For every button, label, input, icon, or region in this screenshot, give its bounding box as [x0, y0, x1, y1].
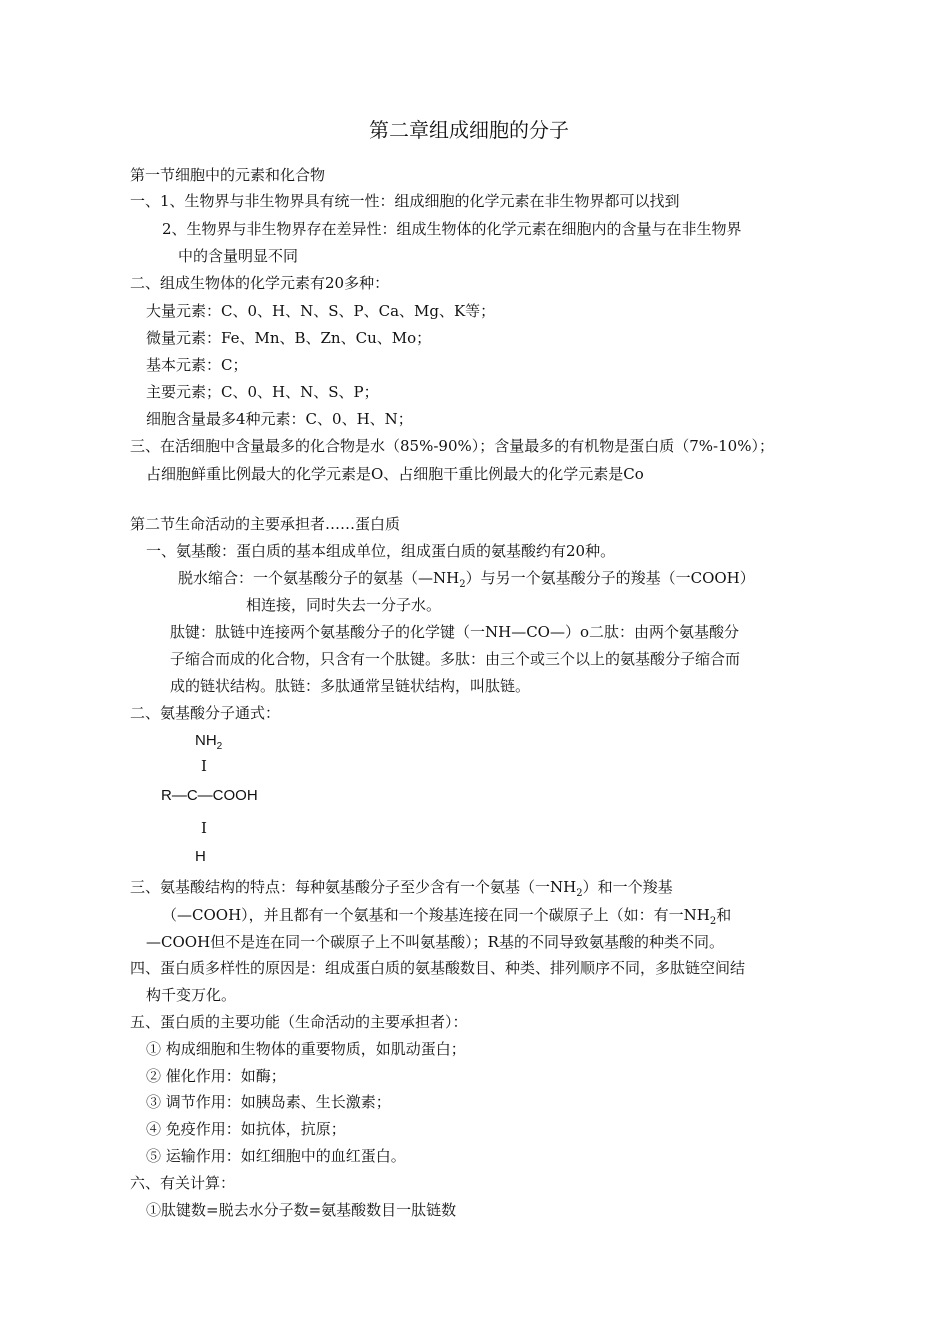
formula-subscript-2: 2: [216, 741, 223, 752]
function-item: ① 构成细胞和生物体的重要物质，如肌动蛋白；: [146, 1040, 466, 1058]
function-item: ③ 调节作用：如胰岛素、生长激素；: [146, 1093, 391, 1111]
features-text-b: ）和一个羧基: [582, 878, 673, 896]
page-title: 第二章组成细胞的分子: [369, 118, 569, 142]
section-1-heading: 第一节细胞中的元素和化合物: [130, 166, 326, 184]
calculation-item: ①肽键数=脱去水分子数=氨基酸数目一肽链数: [146, 1201, 457, 1219]
paragraph-1-2: 2、生物界与非生物界存在差异性：组成生物体的化学元素在细胞内的含量与在非生物界: [162, 220, 742, 238]
major-elements: 大量元素：C、0、H、N、S、P、Ca、Mg、K等；: [146, 302, 496, 320]
peptide-line-1: 肽键：肽链中连接两个氨基酸分子的化学键（一NH—CO—）o二肽：由两个氨基酸分: [170, 623, 740, 641]
dehydration-text-b: ）与另一个氨基酸分子的羧基（一COOH）: [465, 569, 755, 587]
subscript-2: 2: [709, 916, 717, 927]
main-elements: 主要元素；C、0、H、N、S、P；: [146, 383, 379, 401]
formula-amino-group: [195, 731, 222, 751]
general-formula-heading: 二、氨基酸分子通式：: [130, 704, 281, 722]
formula-nh: NH: [195, 732, 217, 749]
paragraph-3: 三、在活细胞中含量最多的化合物是水（85%-90%）；含量最多的有机物是蛋白质（7%-10%）；: [130, 437, 774, 455]
function-item: ⑤ 运输作用：如红细胞中的血红蛋白。: [146, 1147, 406, 1165]
most-abundant-elements: 细胞含量最多4种元素：C、0、H、N；: [146, 410, 413, 428]
diversity-line-1: 四、蛋白质多样性的原因是：组成蛋白质的氨基酸数目、种类、排列顺序不同，多肽链空间结: [130, 959, 746, 977]
paragraph-2: 二、组成生物体的化学元素有20多种：: [130, 274, 390, 292]
formula-hydrogen: H: [195, 848, 206, 865]
features-text-a: 三、氨基酸结构的特点：每种氨基酸分子至少含有一个氨基（一NH: [130, 878, 577, 896]
dehydration-line-2: 相连接，同时失去一分子水。: [246, 596, 442, 614]
structure-features-line-2: [162, 905, 731, 925]
diversity-line-2: 构千变万化。: [146, 986, 237, 1004]
structure-features-line-1: [130, 877, 673, 897]
features-text-c: （—COOH），并且都有一个氨基和一个羧基连接在同一个碳原子上（如：有一NH: [162, 906, 710, 924]
calculations-heading: 六、有关计算：: [130, 1174, 236, 1192]
peptide-line-2: 子缩合而成的化合物，只含有一个肽键。多肽：由三个或三个以上的氨基酸分子缩合而: [170, 650, 741, 668]
formula-main-chain: R—C—COOH: [161, 787, 258, 804]
function-item: ④ 免疫作用：如抗体，抗原；: [146, 1120, 346, 1138]
structure-features-line-3: —COOH但不是连在同一个碳原子上不叫氨基酸）；R基的不同导致氨基酸的种类不同。: [146, 933, 724, 951]
section-2-heading: 第二节生命活动的主要承担者……蛋白质: [130, 515, 401, 533]
amino-acid-paragraph: 一、氨基酸：蛋白质的基本组成单位，组成蛋白质的氨基酸约有20种。: [146, 542, 616, 560]
subscript-2: 2: [576, 888, 583, 899]
basic-elements: 基本元素：C；: [146, 356, 248, 374]
features-text-d: 和: [716, 906, 732, 924]
function-item: ② 催化作用：如酶；: [146, 1067, 286, 1085]
dehydration-line-1: [178, 568, 755, 588]
subscript-2: 2: [459, 579, 466, 590]
paragraph-1-2-cont: 中的含量明显不同: [178, 247, 299, 265]
functions-heading: 五、蛋白质的主要功能（生命活动的主要承担者）：: [130, 1013, 468, 1031]
formula-bond-top: I: [201, 757, 207, 775]
dehydration-text-a: 脱水缩合：一个氨基酸分子的氨基（—NH: [178, 569, 460, 587]
paragraph-1-1: 一、1、生物界与非生物界具有统一性：组成细胞的化学元素在非生物界都可以找到: [130, 192, 680, 210]
trace-elements: 微量元素：Fe、Mn、B、Zn、Cu、Mo；: [146, 329, 432, 347]
peptide-line-3: 成的链状结构。肽链：多肽通常呈链状结构，叫肽链。: [170, 677, 531, 695]
formula-bond-bottom: I: [201, 819, 207, 837]
paragraph-3-cont: 占细胞鲜重比例最大的化学元素是O、占细胞干重比例最大的化学元素是Co: [146, 465, 644, 483]
